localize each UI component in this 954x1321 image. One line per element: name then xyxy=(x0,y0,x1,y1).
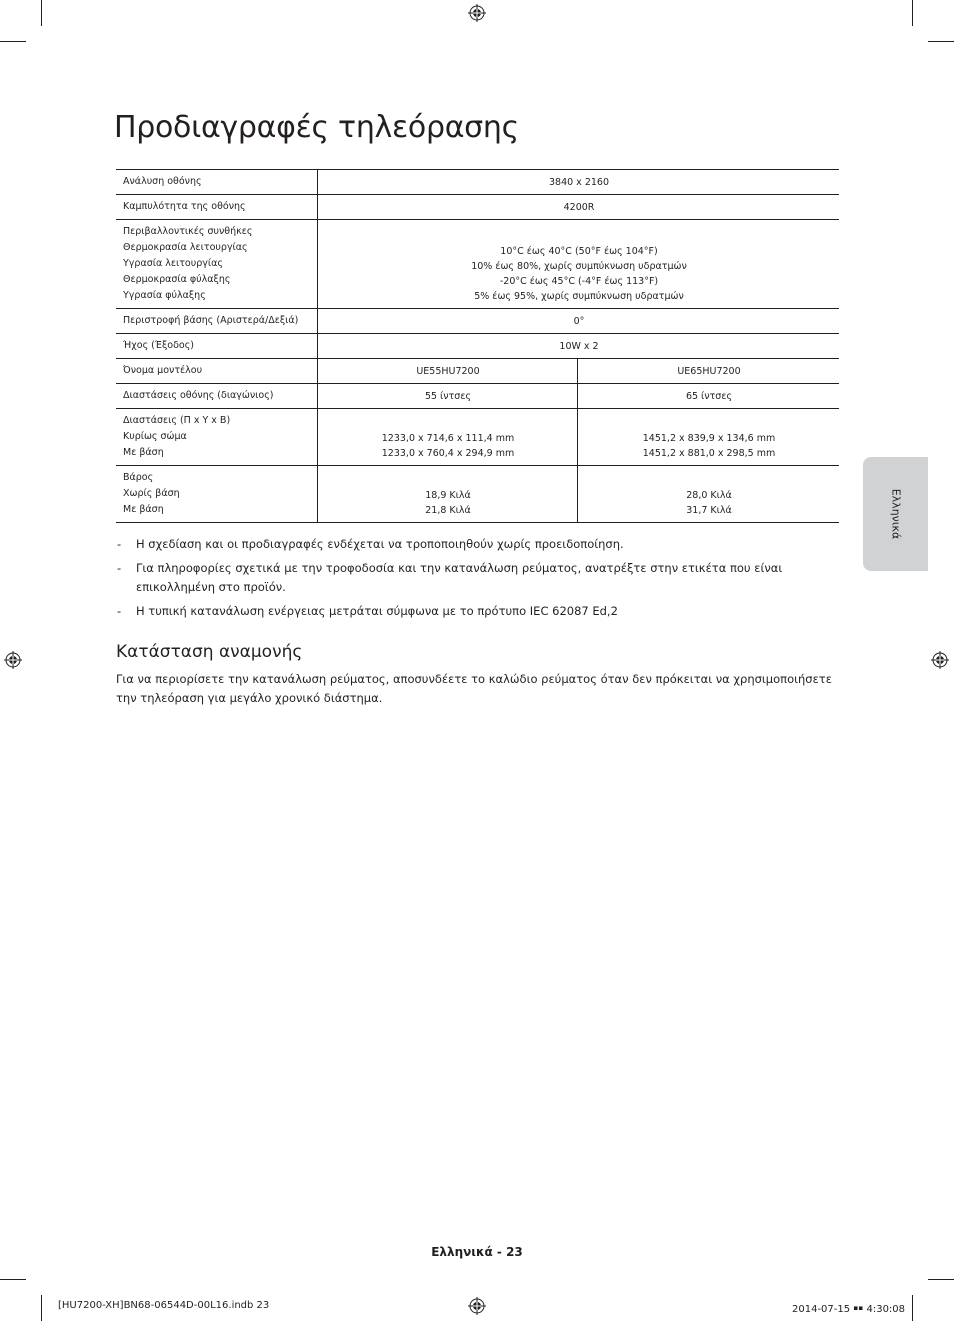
table-row xyxy=(116,309,839,334)
standby-body: Για να περιορίσετε την κατανάλωση ρεύματος, αποσυνδέετε το καλώδιο ρεύματος όταν δεν πρόκειται να χρησιμοποιήσετε την τηλεόραση για μεγάλο χρονικό διάστημα. xyxy=(116,672,832,705)
table-row xyxy=(116,359,839,384)
language-tab xyxy=(863,457,928,571)
notes-list xyxy=(116,535,838,626)
standby-heading: Κατάσταση αναμονής xyxy=(116,642,303,662)
spec-value-model-65: UE65HU7200 xyxy=(578,359,840,384)
spec-value: 10W x 2 xyxy=(318,334,840,359)
note-text: Η τυπική κατανάλωση ενέργειας μετράται σύμφωνα με το πρότυπο IEC 62087 Ed,2 xyxy=(136,604,618,618)
language-tab-label: Ελληνικά xyxy=(889,488,902,540)
list-item xyxy=(116,559,838,597)
page-title: Προδιαγραφές τηλεόρασης xyxy=(114,110,519,145)
spec-value-model-55: 1233,0 x 714,6 x 111,4 mm 1233,0 x 760,4 x 294,9 mm xyxy=(318,409,578,466)
note-text: Για πληροφορίες σχετικά με την τροφοδοσία και την κατανάλωση ρεύματος, ανατρέξτε στην ετικέτα που είναι επικολλημένη στο προϊόν. xyxy=(136,561,783,594)
page-number: Ελληνικά - 23 xyxy=(431,1245,523,1259)
crop-mark-bottom-left xyxy=(41,1295,42,1321)
table-row xyxy=(116,409,839,466)
spec-value-model-55: 55 ίντσες xyxy=(318,384,578,409)
spec-value-model-65: 1451,2 x 839,9 x 134,6 mm 1451,2 x 881,0 x 298,5 mm xyxy=(578,409,840,466)
spec-label: Καμπυλότητα της οθόνης xyxy=(116,195,318,220)
crop-mark-top-left xyxy=(41,0,42,26)
bullet-dash: - xyxy=(117,604,122,618)
spec-label: Βάρος Χωρίς βάση Με βάση xyxy=(116,466,318,523)
list-item xyxy=(116,602,838,621)
spec-value: 0° xyxy=(318,309,840,334)
registration-mark-icon xyxy=(468,1297,486,1315)
table-row xyxy=(116,384,839,409)
spec-value: 10°C έως 40°C (50°F έως 104°F) 10% έως 80%, χωρίς συμπύκνωση υδρατμών -20°C έως 45°C (-4°F έως 113°F) 5% έως 95%, χωρίς συμπύκνωση υδρατμών xyxy=(318,220,840,309)
spec-value-model-55: 18,9 Κιλά 21,8 Κιλά xyxy=(318,466,578,523)
table-row xyxy=(116,195,839,220)
note-text: Η σχεδίαση και οι προδιαγραφές ενδέχεται να τροποποιηθούν χωρίς προειδοποίηση. xyxy=(136,537,624,551)
registration-mark-icon xyxy=(931,651,949,669)
table-row xyxy=(116,220,839,309)
spec-value: 3840 x 2160 xyxy=(318,170,840,195)
registration-mark-icon xyxy=(468,4,486,22)
crop-mark-top-right xyxy=(912,0,913,26)
table-row xyxy=(116,466,839,523)
spec-label: Περιστροφή βάσης (Αριστερά/Δεξιά) xyxy=(116,309,318,334)
spec-label: Όνομα μοντέλου xyxy=(116,359,318,384)
crop-mark-bottom-right xyxy=(912,1295,913,1321)
registration-mark-icon xyxy=(4,651,22,669)
spec-label: Διαστάσεις (Π x Υ x Β) Κυρίως σώμα Με βάση xyxy=(116,409,318,466)
bullet-dash: - xyxy=(117,561,122,575)
crop-mark-top-right-h xyxy=(928,41,954,42)
spec-label: Ανάλυση οθόνης xyxy=(116,170,318,195)
crop-mark-top-left-h xyxy=(0,41,26,42)
spec-table xyxy=(116,169,839,523)
spec-label: Διαστάσεις οθόνης (διαγώνιος) xyxy=(116,384,318,409)
bullet-dash: - xyxy=(117,537,122,551)
spec-value-model-55: UE55HU7200 xyxy=(318,359,578,384)
crop-mark-bottom-right-h xyxy=(928,1279,954,1280)
table-row xyxy=(116,334,839,359)
spec-label: Περιβαλλοντικές συνθήκες Θερμοκρασία λειτουργίας Υγρασία λειτουργίας Θερμοκρασία φύλαξης Υγρασία φύλαξης xyxy=(116,220,318,309)
print-slug-datetime: 2014-07-15 ￭￭ 4:30:08 xyxy=(792,1304,906,1315)
spec-label: Ήχος (Έξοδος) xyxy=(116,334,318,359)
crop-mark-bottom-left-h xyxy=(0,1279,26,1280)
spec-value-model-65: 28,0 Κιλά 31,7 Κιλά xyxy=(686,490,732,516)
print-slug-file: [HU7200-XH]BN68-06544D-00L16.indb 23 xyxy=(58,1300,270,1311)
table-row xyxy=(116,170,839,195)
spec-value: 4200R xyxy=(318,195,840,220)
spec-value-model-65: 65 ίντσες xyxy=(578,384,840,409)
list-item xyxy=(116,535,838,554)
